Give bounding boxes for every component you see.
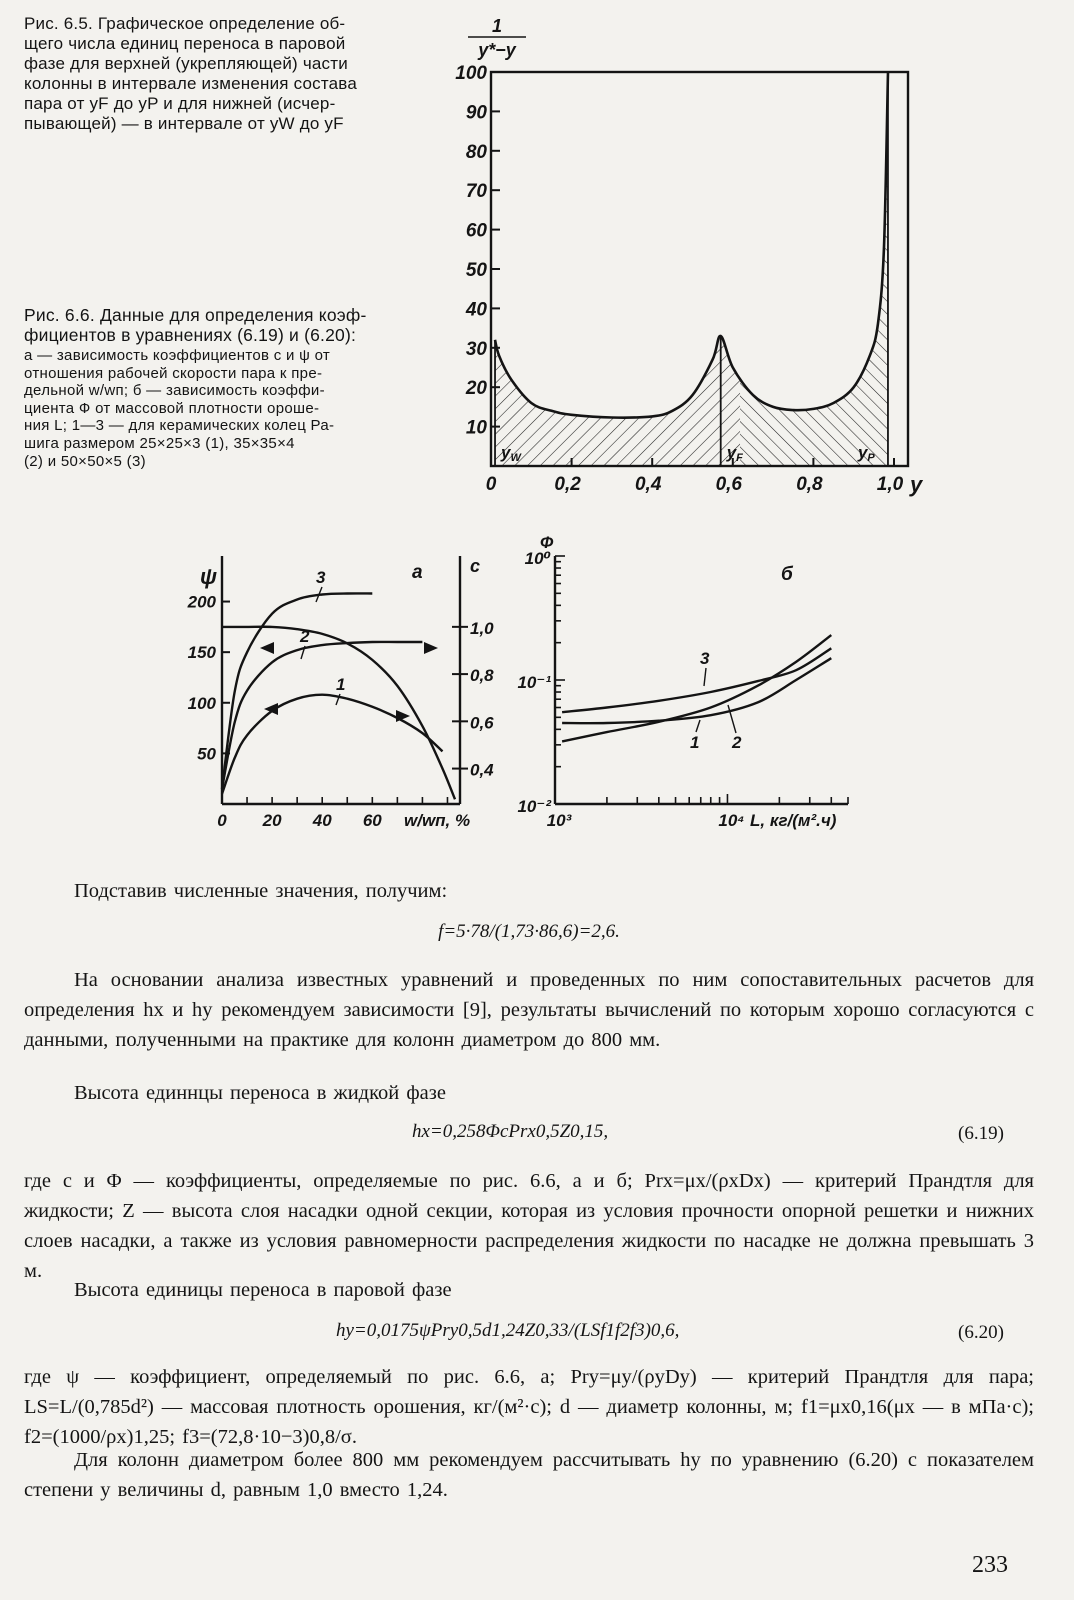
caption-line: щего числа единиц переноса в паровой [24,34,346,53]
right-tick-label: 1,0 [470,618,494,638]
series-label-3: 3 [700,649,710,668]
equation-number-6-20: (6.20) [958,1322,1004,1343]
bottom-tick-label: 0 [217,811,227,830]
series-line-2 [562,635,831,741]
series-label-2: 2 [732,733,742,752]
y-axis-label-denominator: y*−y [478,40,516,60]
equation-6-19 [412,1121,608,1143]
paragraph-vapor-desc [24,1362,1034,1452]
x-tick-label: 0,8 [796,474,823,495]
caption-line: а — зависимость коэффициентов c и ψ от [24,347,331,364]
series-label-2: 2 [300,627,310,646]
right-tick-label: 0,4 [470,760,494,780]
equation-text: f=5·78/(1,73·86,6)=2,6. [438,921,620,942]
y-tick-label: 10 [465,417,487,439]
x-tick-label: 0,4 [634,474,662,495]
caption-line: колонны в интервале изменения состава [24,74,358,93]
y-tick-label: 30 [465,338,487,360]
marker-label-yF: yF [726,443,743,464]
bottom-tick-label: 20 [262,811,282,830]
y-tick-label: 90 [465,102,487,124]
x-tick-label: 0,2 [554,474,581,495]
y-tick-label: 80 [465,141,487,163]
left-tick-label: 200 [187,592,216,612]
page-number: 233 [972,1552,1008,1578]
equation-6-20 [336,1320,679,1342]
caption-title-line: фициентов в уравнениях (6.19) и (6.20): [24,325,357,345]
bottom-tick-label: 60 [362,811,382,830]
equation-text: hx=0,258ΦcPrx0,5Z0,15, [412,1121,609,1142]
paragraph-text: где ψ — коэффициент, определяемый по рис. 6.6, а; Pry=μy/(ρyDy) — критерий Прандтля для пара; LS=L/(0,785d²) — массовая плотность орошения, кг/(м²·с); d — диаметр колонны, м; f1=μx0,16(μx — в мПа·с); f2=(1000/ρx)1,25; f3=(72,8·10−3)0,8/σ. [24,1366,1034,1448]
caption-line: фазе для верхней (укрепляющей) части [24,54,348,73]
equation-text: hy=0,0175ψPry0,5d1,24Z0,33/(LSf1f2f3)0,6, [336,1320,680,1341]
y-tick-label: 70 [465,181,487,203]
y-tick-label: 10⁰ [524,549,551,568]
panel-label: а [412,562,423,583]
caption-line: ния L; 1—3 — для керамических колец Ра- [24,417,335,435]
y-tick-label: 100 [455,63,487,84]
marker-label-yP: yP [857,443,875,464]
paragraph-analysis [24,965,1034,1055]
left-axis-label: ψ [200,564,218,589]
series-label-1: 1 [690,733,700,752]
caption-title-line: Рис. 6.6. Данные для определения коэф- [24,305,367,325]
caption-line: пара от yF до yP и для нижней (исчер- [24,94,336,113]
x-axis-label: w/wп, % [404,811,471,830]
left-tick-label: 50 [197,744,216,764]
paragraph-liquid-desc [24,1166,1034,1286]
series-line-1 [562,658,831,723]
equation-number-6-19: (6.19) [958,1123,1004,1144]
x-tick-label: 1,0 [876,474,904,495]
x-tick-label: 10³ [546,811,572,830]
caption-line: пывающей) — в интервале от yW до yF [24,114,344,133]
panel-label: б [781,564,793,585]
series-leader-3 [704,668,706,686]
paragraph-vapor-heading: Высота единицы переноса в паровой фазе [74,1279,452,1301]
right-axis-label: c [470,556,481,576]
x-axis-label: L, кг/(м².ч) [750,811,837,830]
y-tick-label: 60 [465,220,487,242]
x-tick-label: 0,6 [715,474,743,495]
left-tick-label: 150 [187,643,216,663]
paragraph-text: Для колонн диаметром более 800 мм рекомендуем рассчитывать hy по уравнению (6.20) с показателем степени у величины d, равным 1,0 вместо 1,24. [24,1449,1034,1501]
y-axis-label-numerator: 1 [491,16,503,36]
series-label-1: 1 [336,675,346,694]
caption-line: Рис. 6.5. Графическое определение об- [24,14,346,33]
y-tick-label: 20 [465,378,487,400]
paragraph-text: где c и Φ — коэффициенты, определяемые по рис. 6.6, а и б; Prx=μx/(ρxDx) — критерий Прандтля для жидкости; Z — высота слоя насадки одной секции, которая из условия прочности опорной решетки и нижних слоев насадки, а также из условия равномерности распределения жидкости по насадке не должна превышать 3 м. [24,1170,1034,1282]
series-leader-1 [696,720,700,732]
left-tick-label: 100 [187,693,216,713]
paragraph-liquid-heading: Высота единнцы переноса в жидкой фазе [74,1082,446,1104]
y-tick-label: 40 [465,299,487,321]
right-tick-label: 0,6 [470,713,494,733]
caption-line: циента Ф от массовой плотности ороше- [24,399,320,417]
y-tick-label: 50 [465,260,487,281]
y-tick-label: 10⁻¹ [517,673,551,692]
series-line-3 [562,648,831,712]
paragraph-large-columns [24,1445,1034,1505]
x-tick-label: 10⁴ [718,811,745,830]
marker-label-yW: yW [501,443,521,464]
y-axis-label: Ф [540,533,554,552]
equation-f [24,921,1034,943]
caption-line: дельной w/wп; б — зависимость коэффи- [24,382,325,400]
paragraph-substitution: Подставив численные значения, получим: [74,880,448,902]
paragraph-text: На основании анализа известных уравнений и проведенных по ним сопоставительных расчетов для определения hx и hy рекомендуем зависимости [9], результаты вычислений по которым хорошо согласуются с данными, полученными на практике для колонн диаметром до 800 мм. [24,969,1034,1051]
x-axis-label: y [910,472,923,497]
caption-line: отношения рабочей скорости пара к пре- [24,364,323,382]
x-tick-label: 0 [485,474,497,495]
right-tick-label: 0,8 [470,666,494,686]
caption-line: шига размером 25×25×3 (1), 35×35×4 [24,434,295,452]
bottom-tick-label: 40 [312,811,332,830]
y-tick-label: 10⁻² [517,797,551,816]
series-label-3: 3 [316,568,326,587]
caption-line: (2) и 50×50×5 (3) [24,452,146,470]
